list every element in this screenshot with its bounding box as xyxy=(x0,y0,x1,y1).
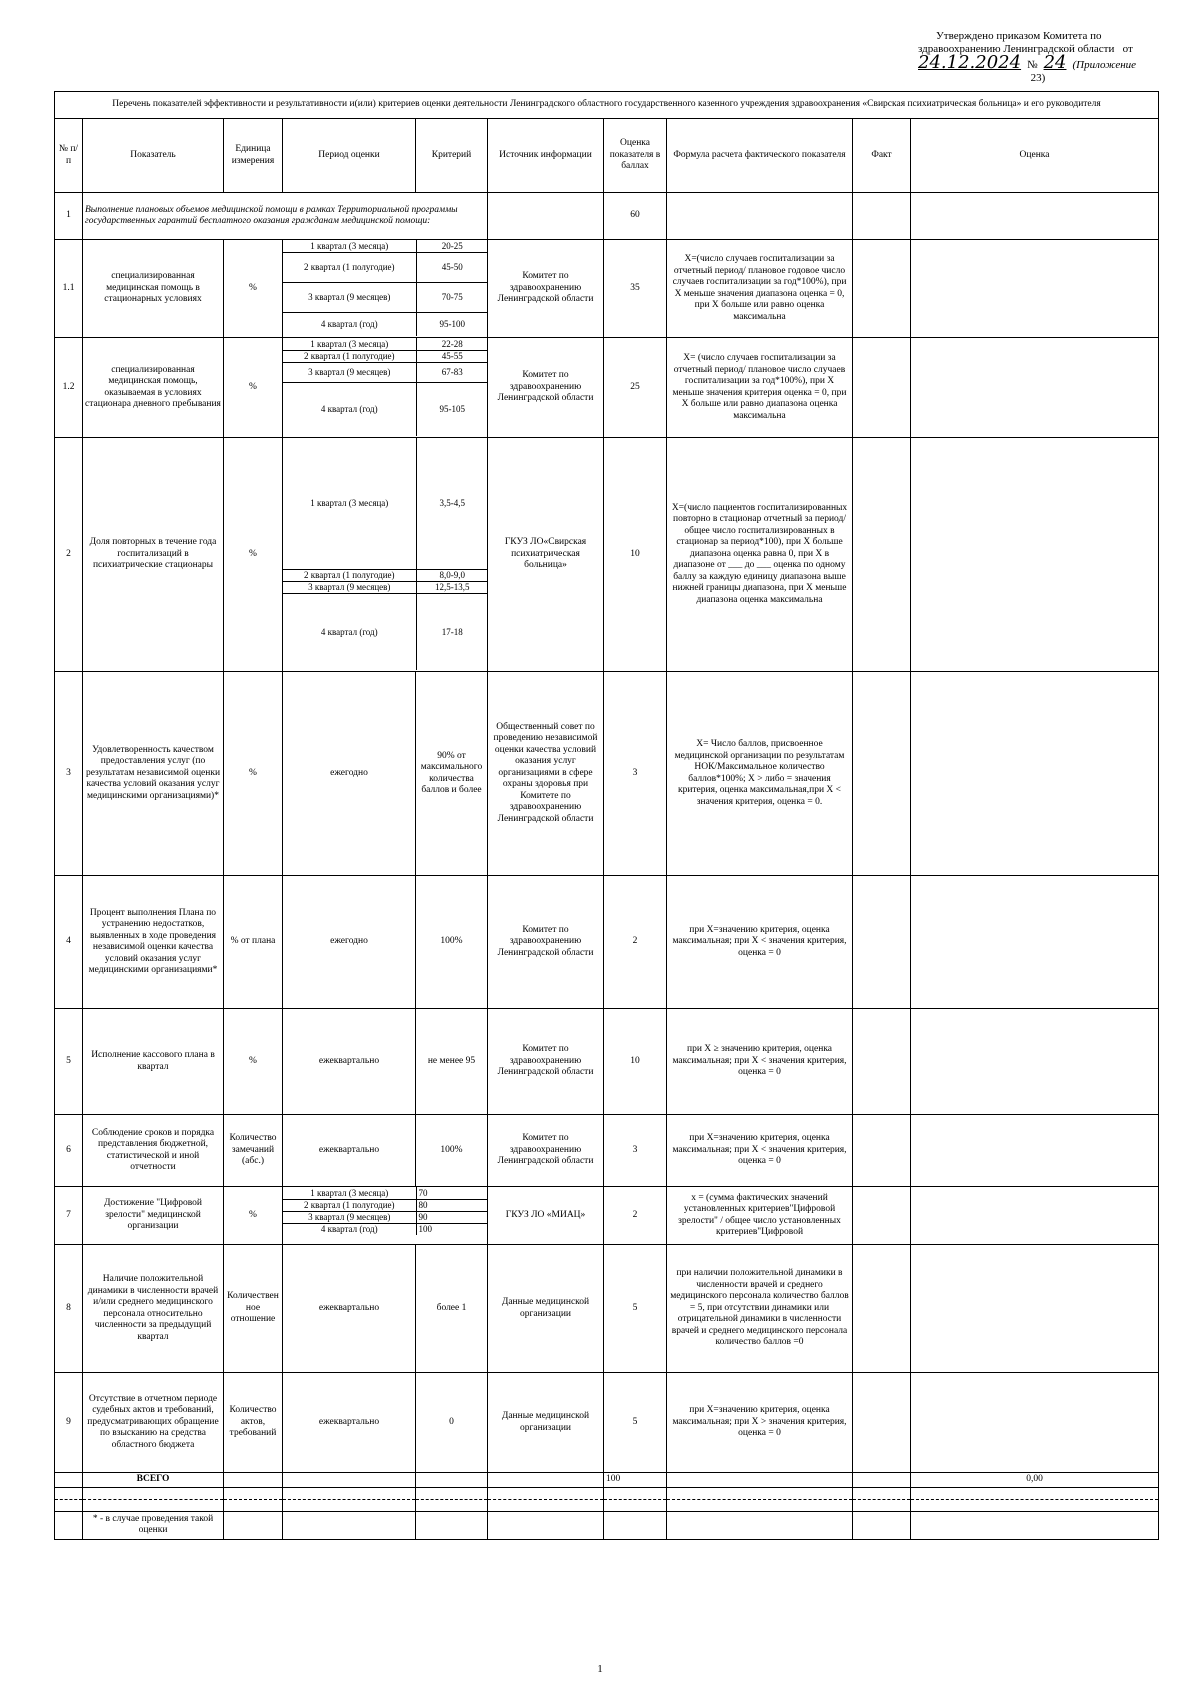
row-num: 5 xyxy=(55,1009,83,1115)
row-period: ежеквартально xyxy=(283,1245,416,1373)
row-source: Комитет по здравоохранению Ленинградской области xyxy=(488,240,604,338)
row-score: 3 xyxy=(604,672,667,876)
row-source: Общественный совет по проведению независимой оценки качества условий оказания услуг организациями в сфере охраны здоровья при Комитете по здравоохранению Ленинградской области xyxy=(488,672,604,876)
approval-date-handwritten: 24.12.2024 xyxy=(918,52,1022,73)
total-formula xyxy=(667,1473,853,1488)
row-formula: X= Число баллов, присвоенное медицинской организации по результатам НОК/Максимальное количество баллов*100%; X > либо = значения критерия, оценка максимальная,при X < значения критерия, оценка = 0. xyxy=(667,672,853,876)
row-fact xyxy=(853,1115,911,1187)
total-criterion xyxy=(416,1473,488,1488)
period-subtable xyxy=(283,438,488,670)
criterion-cell: 95-100 xyxy=(439,319,465,330)
row-fact xyxy=(853,672,911,876)
row-unit: Количество замечаний (абс.) xyxy=(224,1115,283,1187)
total-source xyxy=(488,1473,604,1488)
criterion-cell: 67-83 xyxy=(416,362,488,382)
criterion-cell: 45-55 xyxy=(416,350,488,362)
row-indicator: Достижение "Цифровой зрелости" медицинской организации xyxy=(83,1187,224,1245)
empty-row xyxy=(55,1499,1159,1511)
criterion-cell: 22-28 xyxy=(416,338,488,350)
row-source: Комитет по здравоохранению Ленинградской области xyxy=(488,1009,604,1115)
row-rating xyxy=(911,1373,1159,1473)
approval-line1: Утверждено приказом Комитета по xyxy=(936,30,1102,42)
criterion-cell: 12,5-13,5 xyxy=(416,581,488,593)
row-indicator: Отсутствие в отчетном периоде судебных актов и требований, предусматривающих обращение по взысканию на средства областного бюджета xyxy=(83,1373,224,1473)
row-unit: % xyxy=(224,338,283,438)
total-score: 100 xyxy=(604,1473,667,1488)
row-indicator: Наличие положительной динамики в численности врачей и/или среднего медицинского персонала относительно численности за предыдущий квартал xyxy=(83,1245,224,1373)
row-num: 4 xyxy=(55,876,83,1009)
approval-line2: здравоохранению Ленинградской области xyxy=(918,43,1115,55)
row-criterion: 100% xyxy=(416,876,488,1009)
row-rating xyxy=(911,193,1159,240)
row-score: 2 xyxy=(604,876,667,1009)
row-formula xyxy=(667,193,853,240)
criterion-cell: 20-25 xyxy=(416,240,488,252)
criterion-cell: 100 xyxy=(418,1224,432,1235)
period-cell: 2 квартал (1 полугодие) xyxy=(283,350,416,362)
row-unit: % xyxy=(224,438,283,672)
row-unit: % xyxy=(224,1009,283,1115)
header-row xyxy=(55,119,1159,193)
row-formula: при наличии положительной динамики в численности врачей и среднего медицинского персонала количество баллов = 5, при отсутствии динамики или отрицательной динамики в численности врачей и среднего медицинского персонала количество баллов =0 xyxy=(667,1245,853,1373)
row-num: 1.1 xyxy=(55,240,83,338)
row-indicator: Процент выполнения Плана по устранению недостатков, выявленных в ходе проведения независимой оценки качества условий оказания услуг медицинскими организациями* xyxy=(83,876,224,1009)
criterion-cell: 90 xyxy=(416,1211,488,1223)
row-period: ежегодно xyxy=(283,672,416,876)
table-row xyxy=(55,193,1159,240)
table-row xyxy=(55,240,1159,338)
table-row xyxy=(55,1009,1159,1115)
row-criterion: 0 xyxy=(416,1373,488,1473)
period-cell: 3 квартал (9 месяцев) xyxy=(283,581,416,593)
total-unit xyxy=(224,1473,283,1488)
approval-num-label: № xyxy=(1027,59,1038,71)
table-row xyxy=(55,1115,1159,1187)
row-indicator: Доля повторных в течение года госпитализаций в психиатрические стационары xyxy=(83,438,224,672)
row-num: 1.2 xyxy=(55,338,83,438)
period-subtable xyxy=(283,240,488,336)
row-indicator: Исполнение кассового плана в квартал xyxy=(83,1009,224,1115)
table-row xyxy=(55,876,1159,1009)
header-fact: Факт xyxy=(853,119,911,193)
row-source xyxy=(488,193,604,240)
row-indicator: специализированная медицинская помощь в стационарных условиях xyxy=(83,240,224,338)
period-cell: 1 квартал (3 месяца) xyxy=(283,240,416,252)
table-row xyxy=(55,672,1159,876)
table-row xyxy=(55,1373,1159,1473)
header-period: Период оценки xyxy=(283,119,416,193)
row-formula: X=(число пациентов госпитализированных повторно в стационар отчетный за период/общее число госпитализированных в стационар за период*100), при X больше диапазона оценка равна 0, при X в диапазоне от ___ до ___ оценка по одному баллу за каждую единицу диапазона выше нижней границы диапазона, при X меньше диапазона оценка максимальна xyxy=(667,438,853,672)
period-subtable xyxy=(283,1187,488,1235)
row-rating xyxy=(911,1115,1159,1187)
row-indicator: специализированная медицинская помощь, оказываемая в условиях стационара дневного пребывания xyxy=(83,338,224,438)
row-fact xyxy=(853,1245,911,1373)
period-cell: 4 квартал (год) xyxy=(283,382,416,436)
header-num: № п/п xyxy=(55,119,83,193)
row-num: 8 xyxy=(55,1245,83,1373)
row-period: ежеквартально xyxy=(283,1373,416,1473)
row-num: 7 xyxy=(55,1187,83,1245)
row-formula: при X ≥ значению критерия, оценка максимальная; при X < значения критерия, оценка = 0 xyxy=(667,1009,853,1115)
header-score: Оценка показателя в баллах xyxy=(604,119,667,193)
header-unit: Единица измерения xyxy=(224,119,283,193)
header-criterion: Критерий xyxy=(416,119,488,193)
row-rating xyxy=(911,1009,1159,1115)
row-criterion: 90% от максимального количества баллов и более xyxy=(416,672,488,876)
row-formula: X=(число случаев госпитализации за отчетный период/ плановое годовое число случаев госпитализации за год*100%), при X меньше значения диапазона оценка = 0, при X больше или равно оценка максимальна xyxy=(667,240,853,338)
row-formula: x = (сумма фактических значений установленных критериев"Цифровой зрелости" / общее число установленных критериев"Цифровой xyxy=(667,1187,853,1245)
footnote: * - в случае проведения такой оценки xyxy=(83,1511,224,1539)
row-score: 3 xyxy=(604,1115,667,1187)
indicators-table xyxy=(54,91,1159,1540)
approval-number-handwritten: 24 xyxy=(1043,52,1067,73)
row-period: ежеквартально xyxy=(283,1115,416,1187)
period-cell: 4 квартал (год) xyxy=(283,1223,416,1235)
row-num: 9 xyxy=(55,1373,83,1473)
page-number: 1 xyxy=(597,1663,603,1675)
row-indicator: Соблюдение сроков и порядка представления бюджетной, статистической и иной отчетности xyxy=(83,1115,224,1187)
total-period xyxy=(283,1473,416,1488)
row-rating xyxy=(911,240,1159,338)
criterion-cell: 45-50 xyxy=(416,252,488,282)
total-num xyxy=(55,1473,83,1488)
approval-appendix: (Приложение xyxy=(1072,59,1137,71)
criterion-cell: 95-105 xyxy=(439,404,465,415)
row-source: ГКУЗ ЛО «МИАЦ» xyxy=(488,1187,604,1245)
period-cell: 3 квартал (9 месяцев) xyxy=(283,362,416,382)
row-indicator: Удовлетворенность качеством предоставления услуг (по результатам независимой оценки качества условий оказания услуг медицинскими организациями)* xyxy=(83,672,224,876)
period-cell: 4 квартал (год) xyxy=(283,593,416,670)
row-rating xyxy=(911,338,1159,438)
row-formula: X= (число случаев госпитализации за отчетный период/ плановое число случаев госпитализации за год*100%), при X меньше значения критерия оценка = 0, при X больше или равно диапазона оценка максимальна xyxy=(667,338,853,438)
row-fact xyxy=(853,1009,911,1115)
period-cell: 2 квартал (1 полугодие) xyxy=(283,252,416,282)
table-row xyxy=(55,1187,1159,1245)
row-fact xyxy=(853,240,911,338)
row-unit: Количественное отношение xyxy=(224,1245,283,1373)
row-criterion: 100% xyxy=(416,1115,488,1187)
row-formula: при X=значению критерия, оценка максимальная; при X < значения критерия, оценка = 0 xyxy=(667,1115,853,1187)
row-unit: Количество актов, требований xyxy=(224,1373,283,1473)
row-unit: % xyxy=(224,240,283,338)
total-label: ВСЕГО xyxy=(83,1473,224,1488)
row-fact xyxy=(853,876,911,1009)
criterion-cell: 80 xyxy=(416,1199,488,1211)
period-cell: 2 квартал (1 полугодие) xyxy=(283,1199,416,1211)
criterion-cell: 70 xyxy=(416,1187,488,1199)
row-num: 3 xyxy=(55,672,83,876)
table-row xyxy=(55,1245,1159,1373)
period-cell: 3 квартал (9 месяцев) xyxy=(283,282,416,312)
criterion-cell: 8,0-9,0 xyxy=(416,569,488,581)
empty-row xyxy=(55,1487,1159,1499)
row-formula: при X=значению критерия, оценка максимальная; при X > значения критерия, оценка = 0 xyxy=(667,1373,853,1473)
total-rating: 0,00 xyxy=(911,1473,1159,1488)
approval-stamp xyxy=(918,30,1158,85)
row-score: 25 xyxy=(604,338,667,438)
row-rating xyxy=(911,672,1159,876)
period-cell: 1 квартал (3 месяца) xyxy=(283,1187,416,1199)
period-cell: 1 квартал (3 месяца) xyxy=(283,338,416,350)
total-row xyxy=(55,1473,1159,1488)
approval-from: от xyxy=(1122,43,1133,55)
row-rating xyxy=(911,438,1159,672)
total-fact xyxy=(853,1473,911,1488)
row-num: 2 xyxy=(55,438,83,672)
row-source: Данные медицинской организации xyxy=(488,1245,604,1373)
criterion-cell: 70-75 xyxy=(416,282,488,312)
row-indicator: Выполнение плановых объемов медицинской помощи в рамках Территориальной программы государственных гарантий бесплатного оказания гражданам медицинской помощи: xyxy=(83,193,488,240)
row-score: 5 xyxy=(604,1373,667,1473)
criterion-cell: 3,5-4,5 xyxy=(416,438,488,569)
header-formula: Формула расчета фактического показателя xyxy=(667,119,853,193)
row-fact xyxy=(853,338,911,438)
header-source: Источник информации xyxy=(488,119,604,193)
row-rating xyxy=(911,1245,1159,1373)
row-fact xyxy=(853,1187,911,1245)
footnote-row xyxy=(55,1511,1159,1539)
period-cell: 3 квартал (9 месяцев) xyxy=(283,1211,416,1223)
approval-appendix-number: 23) xyxy=(1030,72,1046,84)
row-score: 60 xyxy=(604,193,667,240)
row-source: Комитет по здравоохранению Ленинградской области xyxy=(488,1115,604,1187)
row-source: ГКУЗ ЛО«Свирская психиатрическая больница» xyxy=(488,438,604,672)
row-source: Комитет по здравоохранению Ленинградской области xyxy=(488,338,604,438)
row-score: 35 xyxy=(604,240,667,338)
row-unit: % xyxy=(224,1187,283,1245)
header-indicator: Показатель xyxy=(83,119,224,193)
row-fact xyxy=(853,1373,911,1473)
row-formula: при X=значению критерия, оценка максимальная; при X < значения критерия, оценка = 0 xyxy=(667,876,853,1009)
table-row xyxy=(55,438,1159,672)
row-score: 10 xyxy=(604,1009,667,1115)
period-subtable xyxy=(283,338,488,436)
row-num: 6 xyxy=(55,1115,83,1187)
row-num: 1 xyxy=(55,193,83,240)
table-row xyxy=(55,338,1159,438)
criterion-cell: 17-18 xyxy=(441,626,463,637)
row-source: Данные медицинской организации xyxy=(488,1373,604,1473)
row-score: 2 xyxy=(604,1187,667,1245)
period-cell: 1 квартал (3 месяца) xyxy=(283,438,416,569)
row-source: Комитет по здравоохранению Ленинградской области xyxy=(488,876,604,1009)
row-criterion: более 1 xyxy=(416,1245,488,1373)
table-title: Перечень показателей эффективности и результативности и(или) критериев оценки деятельности Ленинградского областного государственного казенного учреждения здравоохранения «Свирская психиатрическая больница» и его руководителя xyxy=(55,92,1159,119)
period-cell: 4 квартал (год) xyxy=(283,312,416,336)
row-criterion: не менее 95 xyxy=(416,1009,488,1115)
row-fact xyxy=(853,193,911,240)
period-cell: 2 квартал (1 полугодие) xyxy=(283,569,416,581)
row-rating xyxy=(911,1187,1159,1245)
row-unit: % xyxy=(224,672,283,876)
header-rating: Оценка xyxy=(911,119,1159,193)
row-rating xyxy=(911,876,1159,1009)
row-fact xyxy=(853,438,911,672)
row-score: 5 xyxy=(604,1245,667,1373)
row-period: ежеквартально xyxy=(283,1009,416,1115)
row-score: 10 xyxy=(604,438,667,672)
row-period: ежегодно xyxy=(283,876,416,1009)
row-unit: % от плана xyxy=(224,876,283,1009)
